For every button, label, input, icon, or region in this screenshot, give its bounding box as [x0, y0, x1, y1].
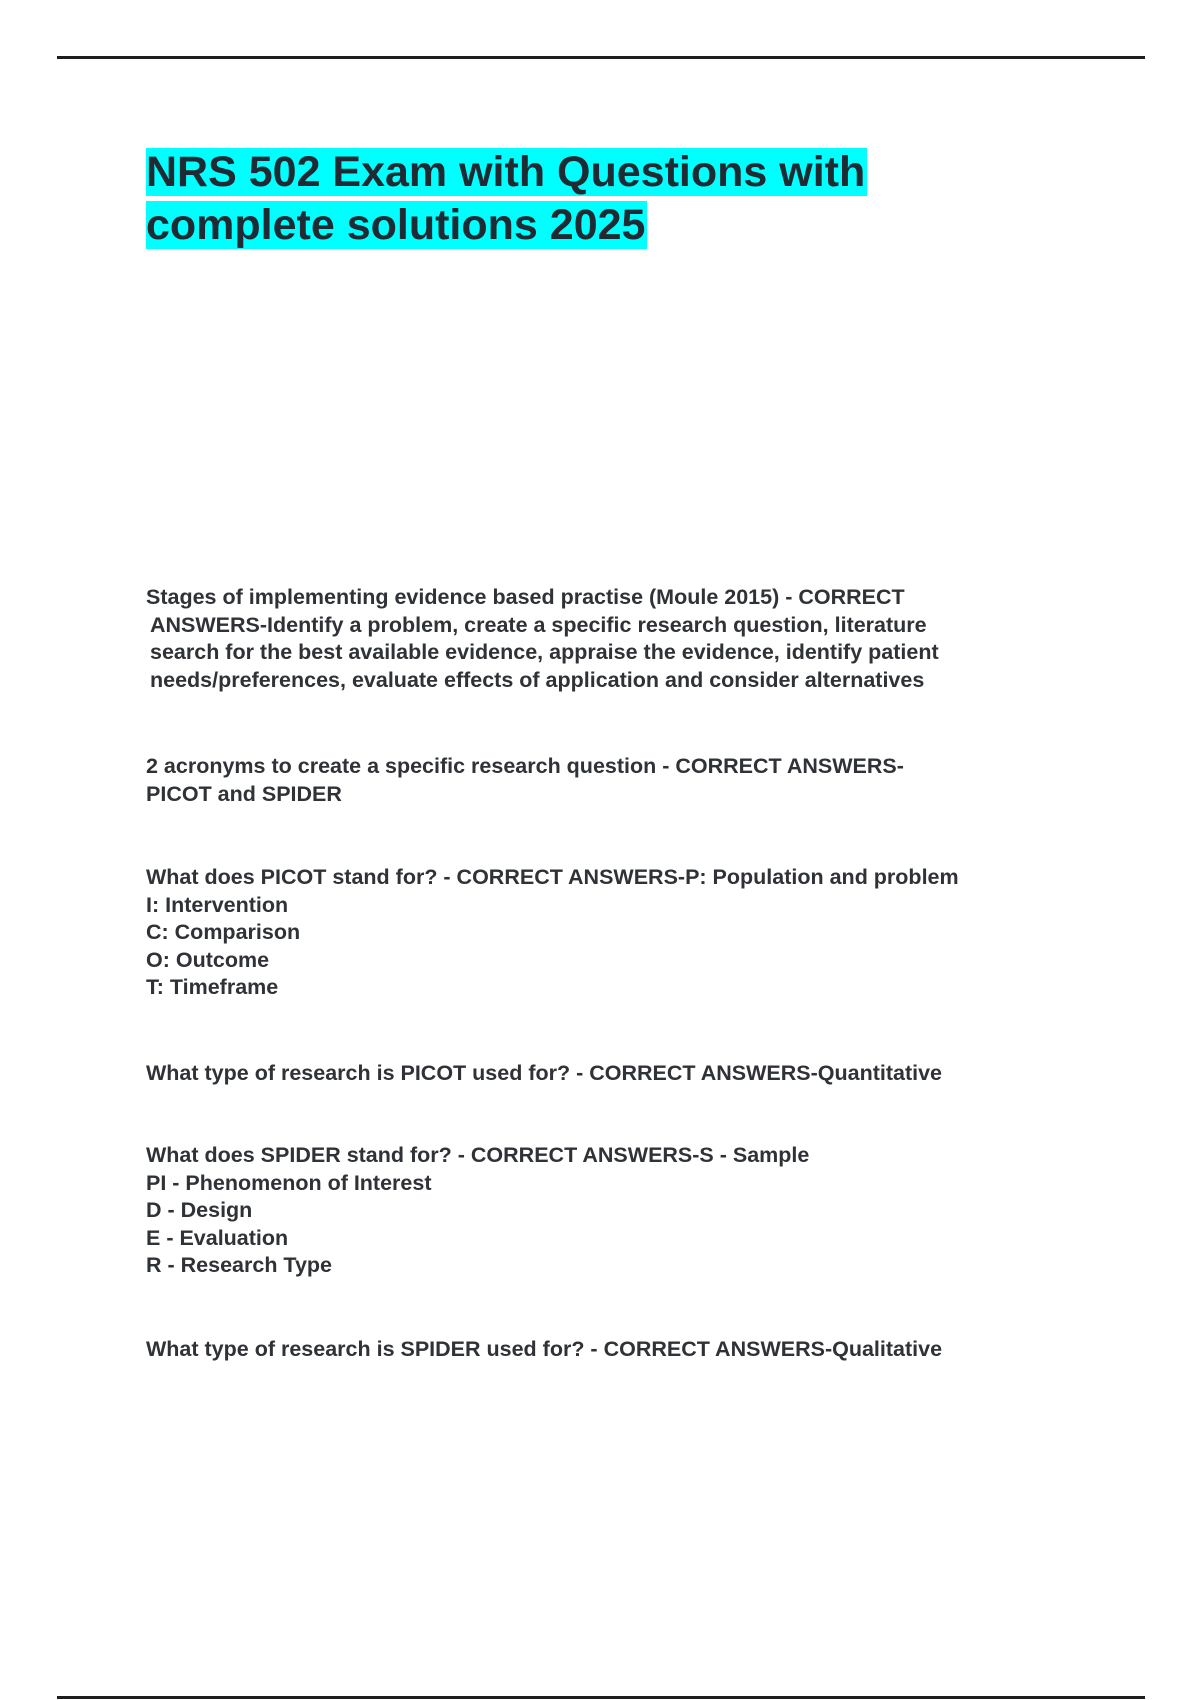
qa-line: What does PICOT stand for? - CORRECT ANSWERS-P: Population and problem [146, 865, 959, 889]
qa-line: needs/preferences, evaluate effects of application and consider alternatives [150, 667, 925, 692]
qa-line: What type of research is SPIDER used for? - CORRECT ANSWERS-Qualitative [146, 1337, 943, 1361]
qa-line: E - Evaluation [146, 1225, 289, 1250]
qa-line: search for the best available evidence, appraise the evidence, identify patient [150, 640, 939, 665]
qa-item-spider-research-type [146, 1336, 1096, 1364]
footer-rule [57, 1696, 1145, 1699]
title-line-2: complete solutions 2025 [146, 201, 646, 249]
qa-item-stages-ebp [146, 584, 1096, 694]
qa-line: ANSWERS-Identify a problem, create a specific research question, literature [150, 612, 927, 637]
qa-line: T: Timeframe [146, 975, 279, 1000]
qa-line: PICOT and SPIDER [146, 781, 342, 806]
qa-line: D - Design [146, 1198, 253, 1223]
qa-item-acronyms [146, 753, 1096, 808]
qa-line: 2 acronyms to create a specific research question - CORRECT ANSWERS- [146, 754, 904, 778]
qa-line: O: Outcome [146, 947, 270, 972]
qa-line: What does SPIDER stand for? - CORRECT ANSWERS-S - Sample [146, 1143, 810, 1167]
qa-line: R - Research Type [146, 1253, 333, 1278]
qa-item-spider-definition [146, 1142, 1096, 1280]
qa-line: PI - Phenomenon of Interest [146, 1170, 432, 1195]
qa-line: I: Intervention [146, 892, 289, 917]
header-rule [57, 56, 1145, 59]
title-line-1: NRS 502 Exam with Questions with [146, 148, 866, 196]
qa-line: Stages of implementing evidence based practise (Moule 2015) - CORRECT [146, 585, 905, 609]
document-title [146, 146, 867, 252]
qa-item-picot-definition [146, 864, 1096, 1002]
qa-line: C: Comparison [146, 920, 301, 945]
qa-item-picot-research-type [146, 1060, 1096, 1088]
qa-line: What type of research is PICOT used for? - CORRECT ANSWERS-Quantitative [146, 1061, 942, 1085]
